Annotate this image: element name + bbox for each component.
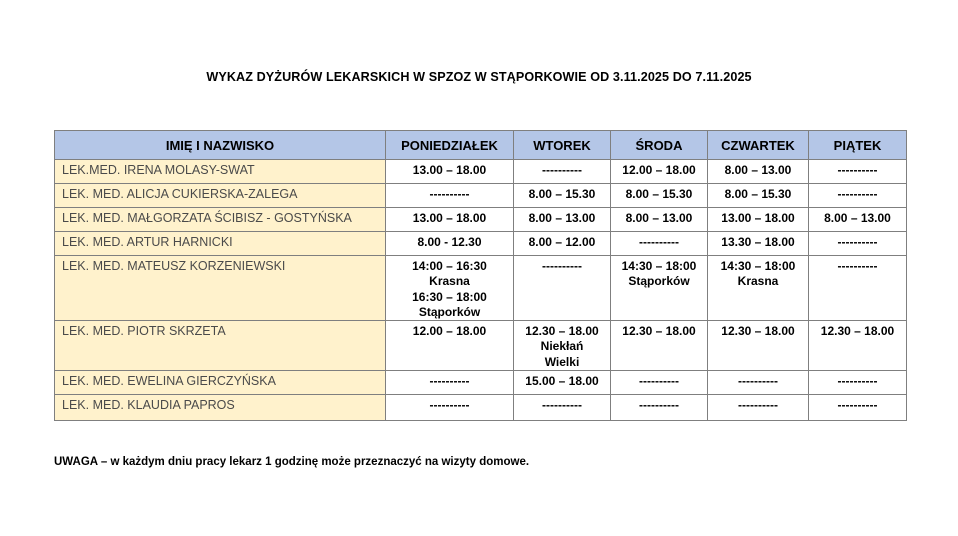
header-row (55, 131, 907, 160)
doctor-name: LEK. MED. KLAUDIA PAPROS (55, 395, 386, 421)
table-row (55, 321, 907, 371)
duty-line: Krasna (429, 274, 470, 289)
duty-tuesday (514, 321, 611, 371)
doctor-name: LEK. MED. ARTUR HARNICKI (55, 232, 386, 256)
duty-thursday: ---------- (708, 371, 809, 395)
table-row (55, 256, 907, 321)
duty-wednesday: 8.00 – 13.00 (611, 208, 708, 232)
doctor-name: LEK. MED. MATEUSZ KORZENIEWSKI (55, 256, 386, 321)
table-row (55, 184, 907, 208)
duty-line: 14:30 – 18:00 (621, 259, 697, 273)
duty-thursday: 13.00 – 18.00 (708, 208, 809, 232)
duty-tuesday: ---------- (514, 256, 611, 321)
duty-tuesday: 8.00 – 15.30 (514, 184, 611, 208)
duty-thursday: 8.00 – 15.30 (708, 184, 809, 208)
duty-wednesday: 12.30 – 18.00 (611, 321, 708, 371)
doctor-name: LEK. MED. MAŁGORZATA ŚCIBISZ - GOSTYŃSKA (55, 208, 386, 232)
duty-monday: 13.00 – 18.00 (386, 160, 514, 184)
duty-monday (386, 256, 514, 321)
duty-line: Krasna (737, 274, 779, 289)
table-row (55, 160, 907, 184)
duty-line: Wielki (544, 354, 580, 369)
duty-monday: ---------- (386, 371, 514, 395)
duty-schedule-table (54, 130, 907, 421)
duty-tuesday: ---------- (514, 395, 611, 421)
page-title: WYKAZ DYŻURÓW LEKARSKICH W SPZOZ W STĄPORKOWIE OD 3.11.2025 DO 7.11.2025 (206, 70, 752, 84)
duty-tuesday: ---------- (514, 160, 611, 184)
duty-friday: ---------- (809, 160, 907, 184)
duty-wednesday: ---------- (611, 371, 708, 395)
duty-friday: ---------- (809, 371, 907, 395)
header-friday: PIĄTEK (809, 131, 907, 160)
duty-friday: ---------- (809, 395, 907, 421)
duty-wednesday: 12.00 – 18.00 (611, 160, 708, 184)
header-name: IMIĘ I NAZWISKO (55, 131, 386, 160)
doctor-name: LEK. MED. EWELINA GIERCZYŃSKA (55, 371, 386, 395)
duty-line: 14:00 – 16:30 (412, 259, 487, 273)
duty-thursday: 8.00 – 13.00 (708, 160, 809, 184)
duty-thursday: ---------- (708, 395, 809, 421)
doctor-name: LEK.MED. IRENA MOLASY-SWAT (55, 160, 386, 184)
duty-line: Stąporków (628, 274, 690, 289)
duty-monday: 12.00 – 18.00 (386, 321, 514, 371)
table-row (55, 232, 907, 256)
duty-thursday: 13.30 – 18.00 (708, 232, 809, 256)
table-row (55, 371, 907, 395)
note-text: UWAGA – w każdym dniu pracy lekarz 1 godzinę może przeznaczyć na wizyty domowe. (54, 456, 530, 468)
duty-line: Niekłań (540, 339, 584, 354)
header-tuesday: WTOREK (514, 131, 611, 160)
duty-monday: ---------- (386, 395, 514, 421)
duty-wednesday: ---------- (611, 395, 708, 421)
duty-line: 12.30 – 18.00 (525, 324, 599, 339)
duty-thursday (708, 256, 809, 321)
header-thursday: CZWARTEK (708, 131, 809, 160)
duty-monday: ---------- (386, 184, 514, 208)
doctor-name: LEK. MED. ALICJA CUKIERSKA-ZALEGA (55, 184, 386, 208)
duty-friday: 12.30 – 18.00 (809, 321, 907, 371)
duty-monday: 8.00 - 12.30 (386, 232, 514, 256)
duty-tuesday: 8.00 – 13.00 (514, 208, 611, 232)
duty-friday: 8.00 – 13.00 (809, 208, 907, 232)
duty-wednesday: ---------- (611, 232, 708, 256)
table-row (55, 395, 907, 421)
duty-thursday: 12.30 – 18.00 (708, 321, 809, 371)
header-monday: PONIEDZIAŁEK (386, 131, 514, 160)
duty-wednesday: 8.00 – 15.30 (611, 184, 708, 208)
duty-friday: ---------- (809, 256, 907, 321)
duty-tuesday: 15.00 – 18.00 (514, 371, 611, 395)
duty-line: 16:30 – 18:00 (412, 289, 487, 304)
duty-friday: ---------- (809, 232, 907, 256)
duty-line: Stąporków (418, 304, 481, 319)
duty-tuesday: 8.00 – 12.00 (514, 232, 611, 256)
duty-line: 14:30 – 18:00 (720, 259, 796, 273)
table-row (55, 208, 907, 232)
duty-wednesday (611, 256, 708, 321)
doctor-name: LEK. MED. PIOTR SKRZETA (55, 321, 386, 371)
duty-monday: 13.00 – 18.00 (386, 208, 514, 232)
duty-friday: ---------- (809, 184, 907, 208)
header-wednesday: ŚRODA (611, 131, 708, 160)
